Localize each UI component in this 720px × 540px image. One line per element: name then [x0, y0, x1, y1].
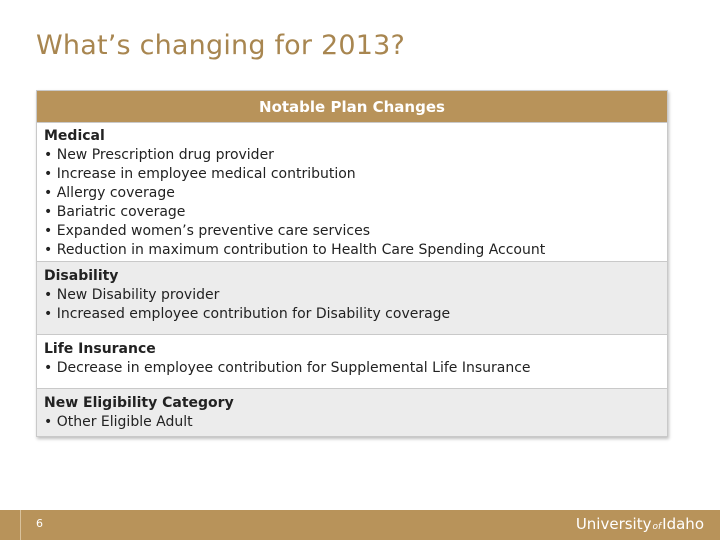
section-title: Life Insurance: [44, 341, 156, 357]
section-medical: [37, 122, 667, 261]
list-item: • Increased employee contribution for Disability coverage: [44, 305, 660, 324]
section-disability: [37, 261, 667, 334]
section-new-eligibility: [37, 388, 667, 436]
logo-text-of: of: [652, 522, 662, 532]
list-item: • New Disability provider: [44, 286, 660, 305]
section-title: Disability: [44, 268, 119, 284]
list-item: • Other Eligible Adult: [44, 413, 660, 432]
bullet-list: [44, 359, 660, 378]
list-item: • Bariatric coverage: [44, 203, 660, 222]
list-item: • New Prescription drug provider: [44, 146, 660, 165]
plan-changes-table: [36, 90, 668, 437]
bullet-list: [44, 286, 660, 324]
slide-title: What’s changing for 2013?: [36, 30, 406, 61]
list-item: • Allergy coverage: [44, 184, 660, 203]
footer-bar: [0, 510, 720, 540]
bullet-list: [44, 146, 660, 260]
university-logo: [576, 515, 704, 533]
list-item: • Decrease in employee contribution for Supplemental Life Insurance: [44, 359, 660, 378]
page-number: 6: [36, 517, 43, 530]
section-title: Medical: [44, 128, 105, 144]
logo-text-university: University: [575, 515, 652, 533]
table-header: Notable Plan Changes: [37, 91, 667, 122]
list-item: • Reduction in maximum contribution to Health Care Spending Account: [44, 241, 660, 260]
list-item: • Expanded women’s preventive care services: [44, 222, 660, 241]
logo-text-idaho: Idaho: [662, 515, 704, 533]
section-life-insurance: [37, 334, 667, 388]
list-item: • Increase in employee medical contribution: [44, 165, 660, 184]
section-title: New Eligibility Category: [44, 395, 234, 411]
footer-divider: [20, 510, 21, 540]
bullet-list: [44, 413, 660, 432]
